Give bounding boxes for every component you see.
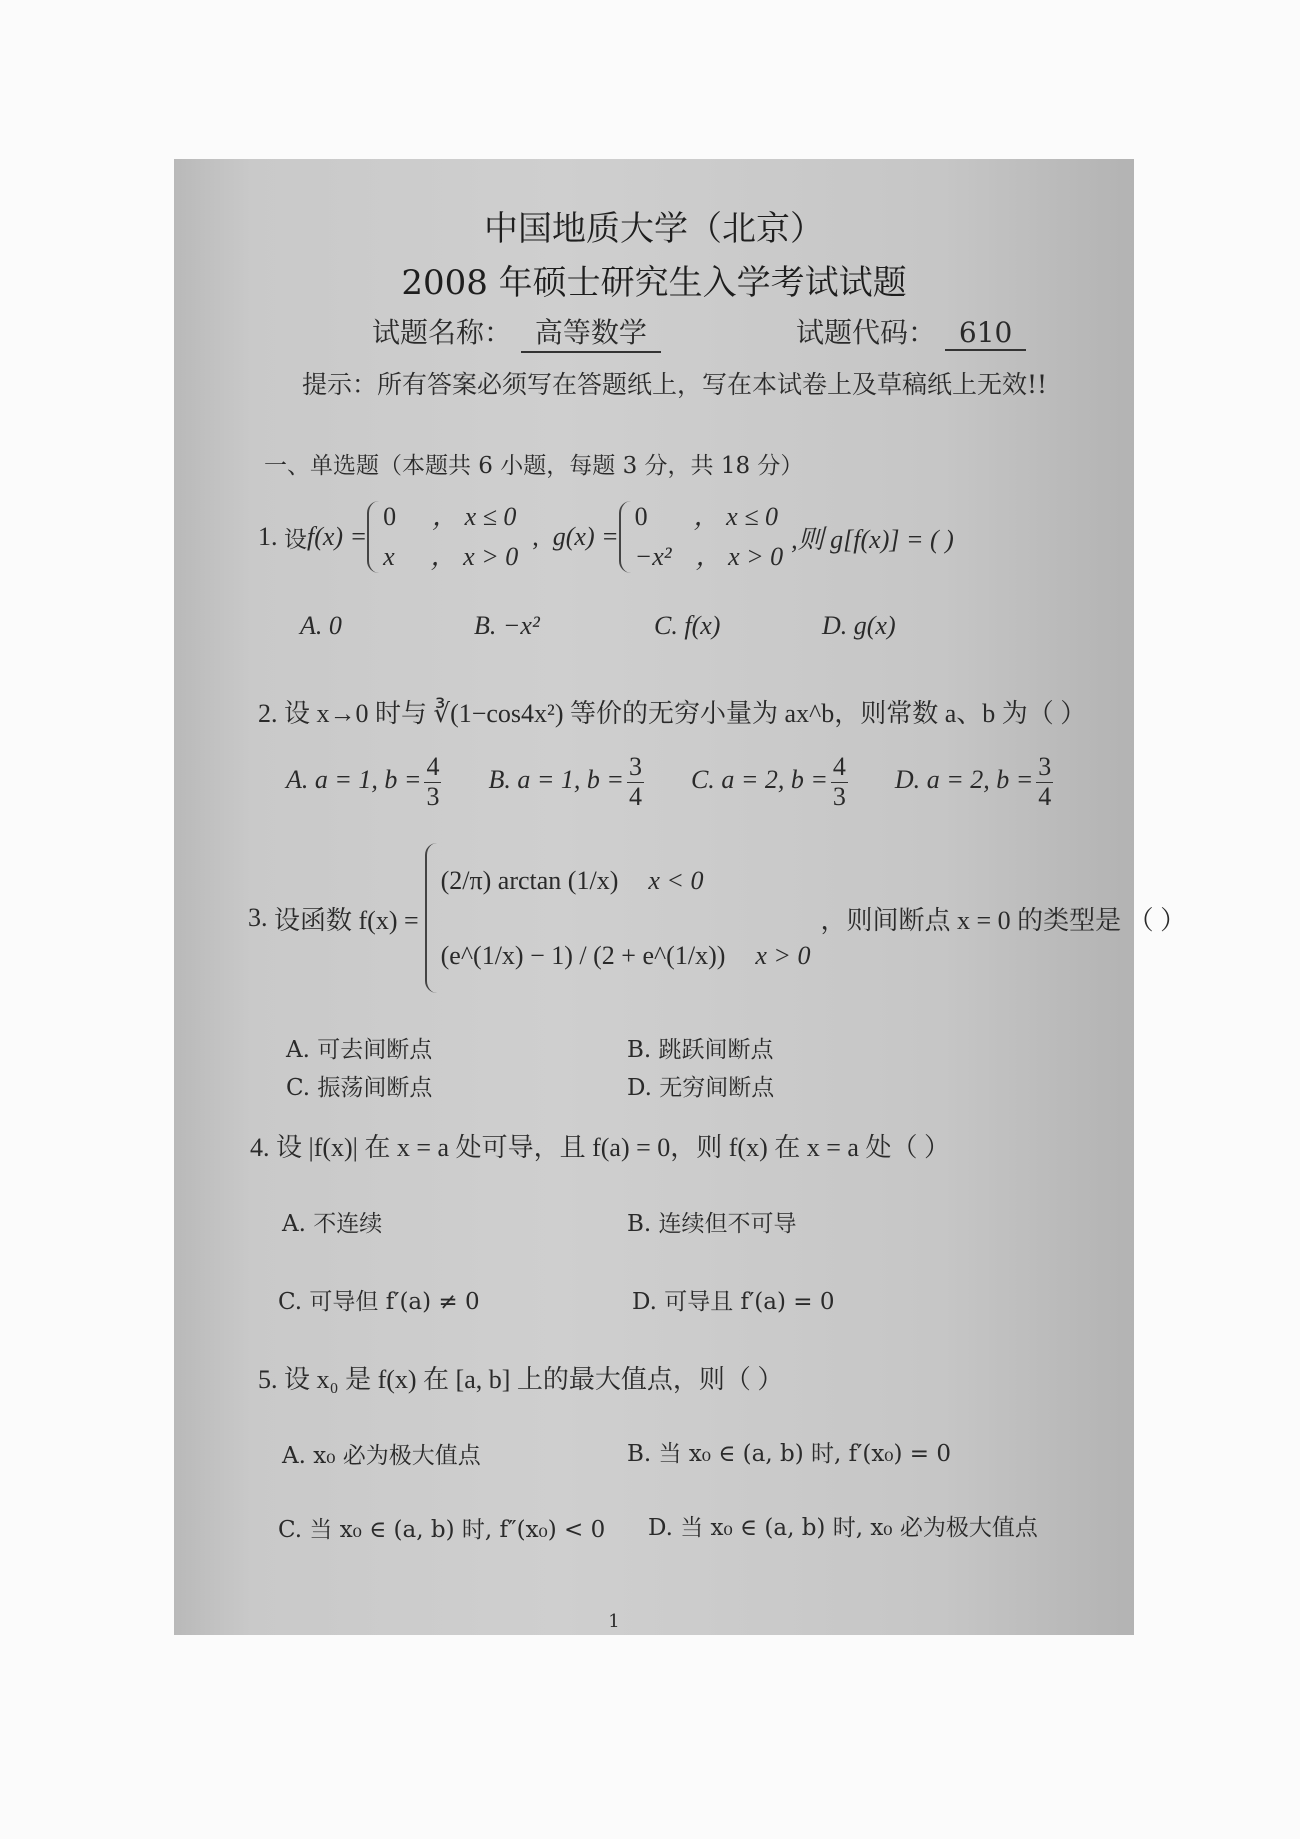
option-d: D. 可导且 f′(a) = 0 [632,1289,835,1315]
case-condition: ， x > 0 [695,542,784,571]
brace [619,501,635,573]
case-condition: ， x ≤ 0 [693,502,778,531]
option-a: A. 可去间断点 [286,1037,433,1063]
brace [425,843,441,993]
exam-paper [174,159,1187,1635]
option-b: B. a = 1, b = $\frac{3}{4}$ [488,752,642,811]
option-c: C. a = 2, b = $\frac{4}{3}$ [690,752,846,811]
function-g: g(x) = [552,522,619,551]
question-text: 设 |f(x)| 在 x = a 处可导，且 f(a) = 0，则 f(x) 在 x = a 处（ ） [276,1133,950,1162]
case-value: (e^(1/x) − 1) / (2 + e^(1/x)) [440,941,726,970]
page-number: 1 [608,1611,620,1632]
question-number: 2. [258,699,278,728]
option-d: D. g(x) [822,611,896,640]
code-line [796,311,1026,351]
option-c: C. 可导但 f′(a) ≠ 0 [278,1289,480,1315]
question-5 [258,1359,783,1396]
option-b: B. −x² [474,611,540,640]
option-b: B. 跳跃间断点 [627,1037,774,1063]
question-number: 5. [258,1365,278,1394]
f-cases [441,843,811,993]
case-value: 0 [383,502,397,531]
university-title: 中国地质大学（北京） [484,209,824,249]
question-3 [248,843,1186,993]
code-value: 610 [945,316,1026,351]
question-text: 设函数 f(x) = [274,905,419,935]
option-b: B. 连续但不可导 [627,1211,797,1237]
question-tail: ，则间断点 x = 0 的类型是 （ ） [820,905,1187,935]
option-c: C. f(x) [654,611,721,640]
question-number: 3. [248,903,268,932]
option-a: A. 0 [300,611,342,640]
question-2-options [286,753,1056,811]
notice: 提示：所有答案必须写在答题纸上，写在本试卷上及草稿纸上无效!! [302,370,1048,399]
option-d: D. 当 x₀ ∈ (a, b) 时, x₀ 必为极大值点 [648,1515,1038,1541]
case-condition: x > 0 [755,941,811,970]
question-text: 设 x→0 时与 ∛(1−cos4x²) 等价的无穷小量为 ax^b，则常数 a、b 为（ ） [284,699,1087,728]
case-value: −x² [634,542,672,571]
f-cases [383,497,518,577]
question-1: 1. 设 f(x) = 0 ， x ≤ 0 x ， x > 0 , g(x) = 0 ， x ≤ 0 −x² ， x > 0 ,则 g[f(x)] = ( ) [258,497,954,577]
question-text: 设 x₀ 是 f(x) 在 [a, b] 上的最大值点，则（ ） [284,1365,784,1394]
case-value: (2/π) arctan (1/x) [440,866,619,895]
question-2 [258,693,1086,730]
option-a: A. a = 1, b = $\frac{4}{3}$ [286,752,440,811]
option-c: C. 当 x₀ ∈ (a, b) 时, f″(x₀) < 0 [278,1517,606,1543]
case-value: 0 [634,502,648,531]
option-c: C. 振荡间断点 [286,1075,433,1101]
option-d: D. 无穷间断点 [627,1075,775,1101]
subject-value: 高等数学 [521,311,661,353]
exam-title: 2008 年硕士研究生入学考试试题 [401,263,907,303]
case-condition: ， x ≤ 0 [432,502,517,531]
question-tail: ,则 g[f(x)] = ( ) [791,524,954,554]
subject-label: 试题名称： [372,316,513,349]
option-d: D. a = 2, b = $\frac{3}{4}$ [894,752,1052,811]
case-value: x [383,542,395,571]
case-condition: x < 0 [648,866,704,895]
option-b: B. 当 x₀ ∈ (a, b) 时, f′(x₀) = 0 [627,1441,952,1467]
option-a: A. x₀ 必为极大值点 [282,1443,481,1469]
section-title: 一、单选题（本题共 6 小题，每题 3 分，共 18 分） [264,453,804,479]
subject-line [372,311,661,353]
brace [367,501,383,573]
question-4 [250,1127,950,1164]
option-a: A. 不连续 [282,1211,383,1237]
question-text: 设 [284,526,307,552]
question-number: 1. [258,522,278,551]
question-number: 4. [250,1133,270,1162]
function-f: f(x) = [307,522,368,551]
code-label: 试题代码： [796,316,937,349]
case-condition: ， x > 0 [430,542,519,571]
g-cases [635,497,783,577]
